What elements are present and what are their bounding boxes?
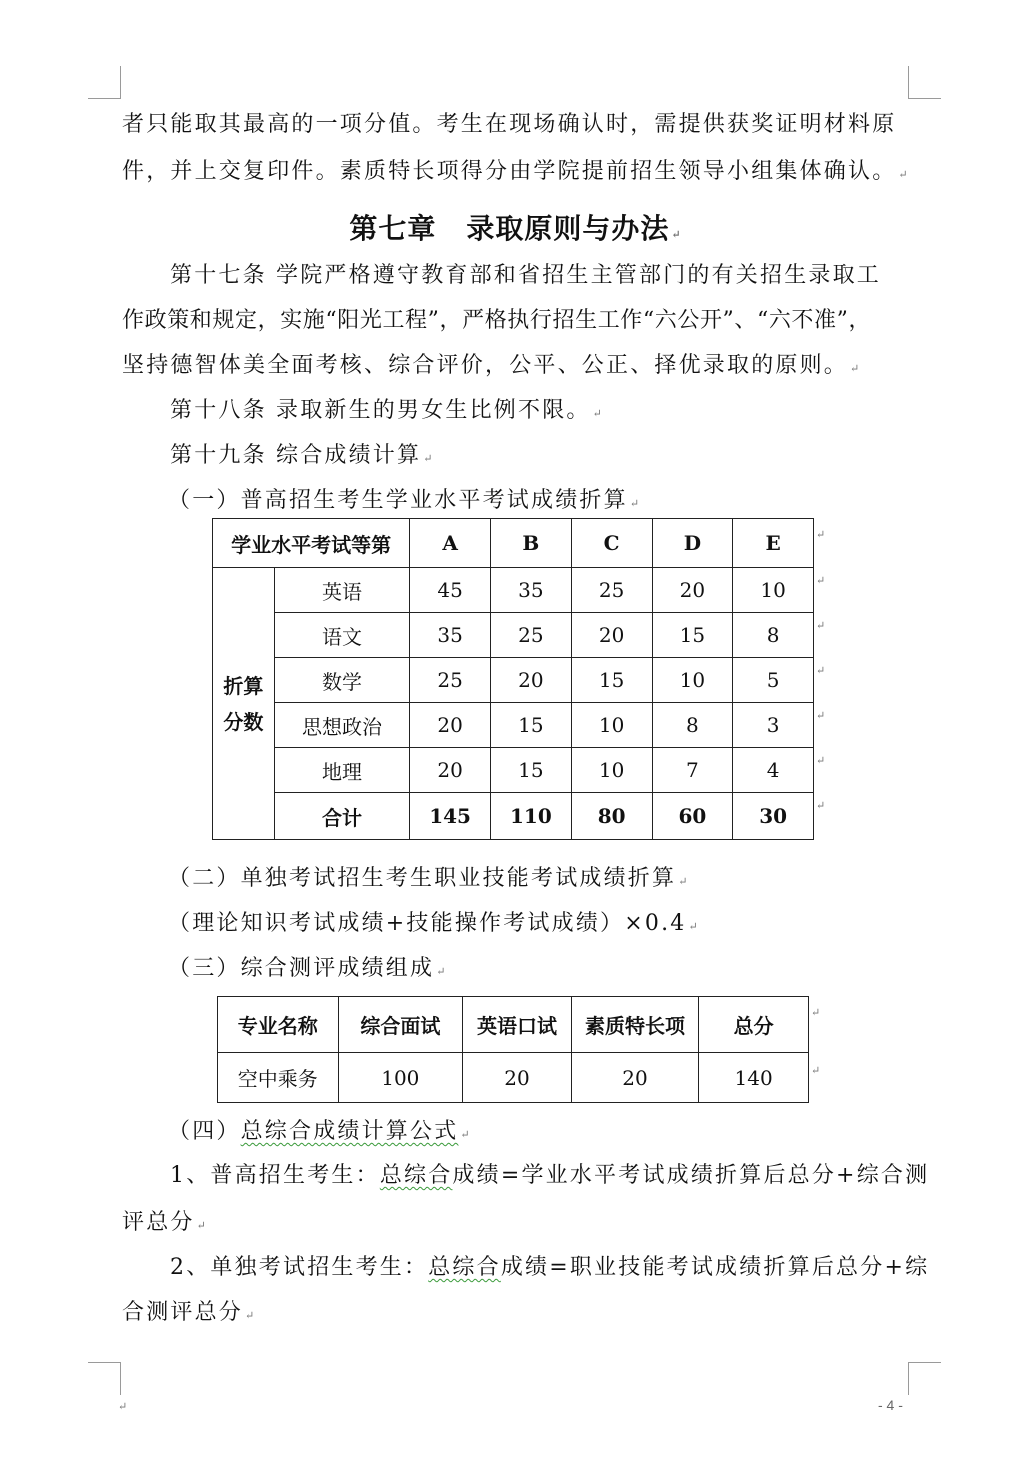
grade-header: C xyxy=(571,519,652,568)
score-cell: 20 xyxy=(490,658,571,703)
row-end-mark: ↵ xyxy=(816,574,826,587)
t2-header: 英语口试 xyxy=(463,997,572,1053)
formula-1-line: 1、普高招生考生：总综合成绩=学业水平考试成绩折算后总分+综合测 xyxy=(170,1163,930,1188)
score-cell: 3 xyxy=(733,703,814,748)
score-cell: 20 xyxy=(652,568,733,613)
score-cell: 35 xyxy=(490,568,571,613)
score-cell: 25 xyxy=(490,613,571,658)
score-cell: 25 xyxy=(571,568,652,613)
article-17-line: 第十七条 学院严格遵守教育部和省招生主管部门的有关招生录取工 xyxy=(170,263,881,288)
score-cell: 10 xyxy=(571,703,652,748)
score-cell: 15 xyxy=(652,613,733,658)
row-end-mark: ↵ xyxy=(811,1006,821,1019)
t2-cell: 空中乘务 xyxy=(218,1053,339,1103)
t2-cell: 20 xyxy=(571,1053,699,1103)
score-cell: 5 xyxy=(733,658,814,703)
total-cell: 145 xyxy=(410,793,491,840)
section-4-title: （四）总综合成绩计算公式 ↵ xyxy=(168,1119,470,1144)
section-2-title: （二）单独考试招生考生职业技能考试成绩折算 ↵ xyxy=(168,866,688,891)
score-conversion-table xyxy=(212,518,814,840)
formula-2-line: 2、单独考试招生考生：总综合成绩=职业技能考试成绩折算后总分+综 xyxy=(170,1255,930,1280)
table-row xyxy=(213,658,814,703)
score-cell: 8 xyxy=(652,703,733,748)
formula-1-line: 评总分 ↵ xyxy=(122,1210,206,1235)
grade-header: E xyxy=(733,519,814,568)
subject-cell: 英语 xyxy=(274,568,409,613)
score-cell: 10 xyxy=(652,658,733,703)
subject-cell: 思想政治 xyxy=(274,703,409,748)
total-cell: 110 xyxy=(490,793,571,840)
row-end-mark: ↵ xyxy=(811,1064,821,1077)
row-end-mark: ↵ xyxy=(816,799,826,812)
crop-mark-bottom-right xyxy=(908,1362,941,1395)
formula-2-line: 合测评总分 ↵ xyxy=(122,1300,255,1325)
article-18: 第十八条 录取新生的男女生比例不限。 ↵ xyxy=(170,398,602,423)
t2-cell: 20 xyxy=(463,1053,572,1103)
t2-cell: 140 xyxy=(699,1053,809,1103)
subject-cell: 数学 xyxy=(274,658,409,703)
score-cell: 4 xyxy=(733,748,814,793)
article-17-line: 作政策和规定，实施“阳光工程”，严格执行招生工作“六公开”、“六不准”， xyxy=(122,308,872,333)
score-cell: 15 xyxy=(571,658,652,703)
score-cell: 8 xyxy=(733,613,814,658)
table-row xyxy=(213,613,814,658)
score-cell: 20 xyxy=(410,748,491,793)
score-cell: 25 xyxy=(410,658,491,703)
row-end-mark: ↵ xyxy=(816,619,826,632)
grade-header: A xyxy=(410,519,491,568)
score-cell: 45 xyxy=(410,568,491,613)
crop-mark-top-right xyxy=(908,66,941,99)
table-row xyxy=(218,1053,809,1103)
paragraph-line: 者只能取其最高的一项分值。考生在现场确认时，需提供获奖证明材料原 xyxy=(122,112,897,137)
article-17-line: 坚持德智体美全面考核、综合评价，公平、公正、择优录取的原则。 ↵ xyxy=(122,353,860,378)
total-cell: 30 xyxy=(733,793,814,840)
row-end-mark: ↵ xyxy=(816,754,826,767)
t2-header: 综合面试 xyxy=(338,997,463,1053)
score-cell: 20 xyxy=(571,613,652,658)
section-1-title: （一）普高招生考生学业水平考试成绩折算 ↵ xyxy=(168,488,640,513)
page-number: - 4 - xyxy=(878,1397,903,1413)
section-3-title: （三）综合测评成绩组成 ↵ xyxy=(168,956,446,981)
subject-cell: 地理 xyxy=(274,748,409,793)
table-row xyxy=(213,703,814,748)
score-cell: 10 xyxy=(733,568,814,613)
chapter-heading: 第七章 录取原则与办法 ↵ xyxy=(349,212,681,245)
chapter-title: 录取原则与办法 xyxy=(466,212,670,245)
grade-header: D xyxy=(652,519,733,568)
paragraph-mark: ↵ xyxy=(898,168,908,181)
score-cell: 35 xyxy=(410,613,491,658)
paragraph-mark: ↵ xyxy=(118,1400,128,1413)
section-2-formula: （理论知识考试成绩+技能操作考试成绩）×0.4 ↵ xyxy=(168,911,698,936)
chapter-number: 第七章 xyxy=(349,212,437,245)
article-19: 第十九条 综合成绩计算 ↵ xyxy=(170,443,433,468)
t2-header: 专业名称 xyxy=(218,997,339,1053)
crop-mark-bottom-left xyxy=(88,1362,121,1395)
crop-mark-top-left xyxy=(88,66,121,99)
total-label: 合计 xyxy=(274,793,409,840)
row-end-mark: ↵ xyxy=(816,664,826,677)
total-cell: 60 xyxy=(652,793,733,840)
table-total-row xyxy=(213,793,814,840)
t2-header: 素质特长项 xyxy=(571,997,699,1053)
score-cell: 15 xyxy=(490,748,571,793)
subject-cell: 语文 xyxy=(274,613,409,658)
score-cell: 15 xyxy=(490,703,571,748)
row-end-mark: ↵ xyxy=(816,709,826,722)
paragraph-line: 件，并上交复印件。素质特长项得分由学院提前招生领导小组集体确认。 ↵ xyxy=(122,159,908,184)
group-label: 折算 分数 xyxy=(213,568,275,840)
table-header-grade: 学业水平考试等第 xyxy=(213,519,410,568)
composite-evaluation-table xyxy=(217,996,809,1103)
score-cell: 7 xyxy=(652,748,733,793)
score-cell: 10 xyxy=(571,748,652,793)
total-cell: 80 xyxy=(571,793,652,840)
table-row xyxy=(213,748,814,793)
score-cell: 20 xyxy=(410,703,491,748)
row-end-mark: ↵ xyxy=(816,528,826,541)
table-row xyxy=(213,568,814,613)
t2-cell: 100 xyxy=(338,1053,463,1103)
grade-header: B xyxy=(490,519,571,568)
t2-header: 总分 xyxy=(699,997,809,1053)
